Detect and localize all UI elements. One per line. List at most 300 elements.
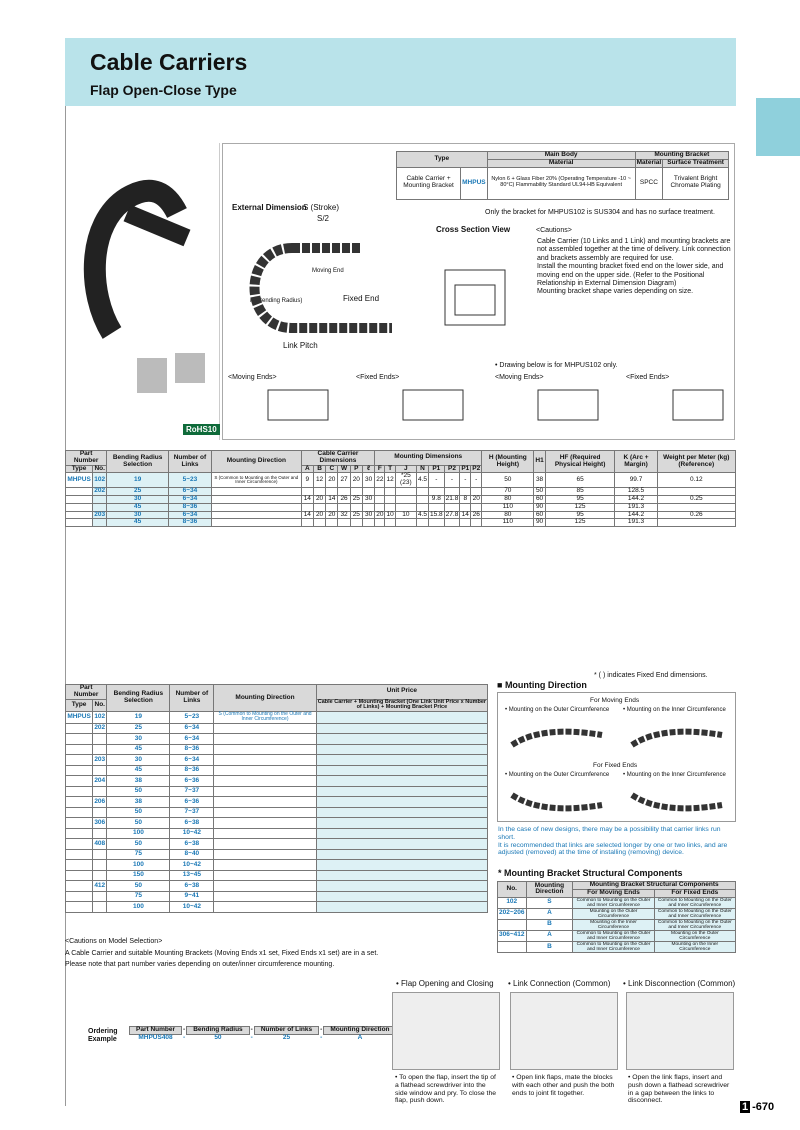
th-bending-radius: Bending Radius Selection — [107, 685, 170, 712]
model-caution-1: A Cable Carrier and suitable Mounting Brackets (Moving Ends x1 set, Fixed Ends x1 set) are in a set. — [65, 950, 379, 957]
th-no: No. — [94, 464, 105, 472]
howto-title-2: • Link Connection (Common) — [508, 979, 611, 988]
table-cell — [214, 765, 316, 776]
table-cell — [338, 519, 350, 527]
table-cell: 10~42 — [170, 860, 214, 871]
table-cell: 38 — [107, 797, 170, 808]
type-desc: Cable Carrier + Mounting Bracket — [397, 167, 461, 199]
ord-h-part: Part Number — [130, 1027, 182, 1035]
th-p2: P2 — [444, 465, 460, 473]
table-cell — [214, 881, 316, 892]
table-cell — [362, 519, 374, 527]
link-pitch-label: Link Pitch — [283, 341, 318, 350]
table-cell: 50 — [107, 881, 170, 892]
table-cell: 412 — [93, 881, 107, 892]
table-cell: 206 — [93, 797, 107, 808]
cross-section-label: Cross Section View — [436, 225, 511, 234]
ord-v-links: 25 — [282, 1033, 291, 1041]
th-surface: Surface Treatment — [663, 159, 729, 167]
th-fixed: For Fixed Ends — [654, 889, 735, 897]
table-cell — [313, 503, 325, 511]
table-cell — [313, 519, 325, 527]
table-cell: 14 — [301, 511, 313, 519]
table-row — [66, 519, 736, 527]
table-cell — [429, 503, 445, 511]
table-cell — [316, 860, 487, 871]
table-cell: 5~23 — [170, 712, 214, 724]
table-cell — [214, 734, 316, 745]
table-cell: 70 — [482, 488, 534, 496]
th-p1: P1 — [429, 465, 445, 473]
table-cell: 6~34 — [170, 734, 214, 745]
table-cell — [498, 941, 527, 952]
table-cell: 99.7 — [615, 473, 657, 488]
howto-title-1: • Flap Opening and Closing — [396, 979, 494, 988]
th-dir: Mounting Direction — [526, 882, 573, 898]
table-cell — [66, 860, 93, 871]
table-cell: 306~412 — [498, 930, 527, 941]
table-cell — [214, 891, 316, 902]
bending-radius-label: R (Bending Radius) — [250, 298, 303, 304]
side-tab — [756, 98, 800, 156]
table-cell — [93, 849, 107, 860]
table-cell — [375, 519, 385, 527]
table-cell: 8 — [460, 495, 471, 503]
rohs-badge: RoHS10 — [183, 424, 220, 435]
table-cell — [211, 511, 301, 519]
th-p2b: P2 — [472, 464, 481, 472]
table-cell: 10~42 — [170, 828, 214, 839]
structural-title: * Mounting Bracket Structural Components — [498, 868, 683, 878]
table-cell — [93, 891, 107, 902]
table-cell — [214, 828, 316, 839]
half-stroke-label: S/2 — [317, 214, 330, 223]
mounting-notes — [498, 826, 736, 857]
table-cell: 25 — [350, 495, 362, 503]
th-links: Number of Links — [170, 685, 214, 712]
table-cell: B — [526, 919, 573, 930]
table-cell: Mounting on the Inner Circumference — [654, 941, 735, 952]
th-f: F — [375, 465, 385, 473]
table-cell: 191.3 — [615, 519, 657, 527]
ord-h-links: Number of Links — [254, 1027, 318, 1035]
table-row — [66, 839, 488, 850]
table-cell: 30 — [107, 495, 169, 503]
table-cell — [316, 744, 487, 755]
table-cell — [362, 503, 374, 511]
th-price-sub: Cable Carrier + Mounting Bracket (One Link Unit Price x Number of Links) + Mounting Bracket Price — [317, 698, 487, 711]
table-cell: 20 — [376, 510, 384, 518]
table-cell — [316, 891, 487, 902]
table-cell: 50 — [534, 488, 545, 496]
type-table — [396, 151, 729, 200]
table-cell — [66, 807, 93, 818]
table-cell: 20 — [326, 473, 338, 488]
th-n: N — [416, 465, 428, 473]
table-cell: 100 — [107, 860, 170, 871]
table-cell: 30 — [107, 734, 170, 745]
table-cell: - — [471, 473, 482, 488]
th-j: J — [395, 465, 416, 473]
model-cautions-title: <Cautions on Model Selection> — [65, 938, 163, 945]
table-cell: Mounting on the Outer Circumference — [654, 930, 735, 941]
table-cell — [66, 891, 93, 902]
th-t: T — [385, 465, 395, 473]
table-cell: Common to Mounting on the Outer and Inner Circumference — [573, 941, 654, 952]
table-cell: 203 — [94, 510, 106, 518]
cautions-list — [537, 238, 732, 297]
for-moving-ends: For Moving Ends — [590, 697, 640, 704]
table-cell — [375, 488, 385, 496]
table-cell — [66, 849, 93, 860]
table-cell: 50 — [107, 818, 170, 829]
table-cell: Common to Mounting on the Outer and Inner Circumference — [654, 908, 735, 919]
inner-label: • Mounting on the Inner Circumference — [623, 707, 726, 713]
table-cell: 80 — [482, 511, 534, 519]
table-cell — [66, 755, 93, 766]
table-cell: 50 — [482, 473, 534, 488]
table-cell — [66, 495, 93, 503]
table-cell: 125 — [545, 503, 615, 511]
table-cell: 95 — [545, 511, 615, 519]
cautions-title: <Cautions> — [536, 227, 572, 234]
surface-treatment: Trivalent Bright Chromate Plating — [663, 167, 729, 199]
th-p1b: P1 — [461, 464, 470, 472]
table-cell — [211, 503, 301, 511]
table-cell — [416, 519, 428, 527]
table-cell: 100 — [107, 902, 170, 913]
table-cell — [316, 881, 487, 892]
table-cell: 8~36 — [170, 744, 214, 755]
table-cell: 45 — [107, 744, 170, 755]
th-direction: Mounting Direction — [214, 685, 316, 712]
table-cell — [316, 755, 487, 766]
mounting-note-1: In the case of new designs, there may be a possibility that carrier links run short. — [498, 826, 721, 841]
table-row — [66, 902, 488, 913]
table-cell — [93, 495, 107, 503]
table-cell — [214, 839, 316, 850]
table-cell — [316, 765, 487, 776]
table-cell — [66, 776, 93, 787]
table-row — [66, 870, 488, 881]
table-cell: 50 — [107, 786, 170, 797]
table-cell: 0.25 — [657, 495, 735, 503]
table-cell: 8~40 — [170, 849, 214, 860]
table-cell — [214, 818, 316, 829]
table-cell: S (Common to Mounting on the Outer and Inner Circumference) — [211, 473, 301, 488]
table-cell — [214, 870, 316, 881]
table-cell: 50 — [107, 839, 170, 850]
table-cell — [316, 786, 487, 797]
th-type: Type — [66, 465, 93, 473]
table-cell: 75 — [107, 849, 170, 860]
table-cell: MHPUS — [66, 473, 93, 488]
table-cell — [66, 511, 93, 519]
table-cell — [316, 807, 487, 818]
th-main-body: Main Body — [487, 152, 635, 160]
table-cell — [316, 797, 487, 808]
table-row — [66, 712, 488, 724]
page-num-sub: -670 — [752, 1101, 775, 1113]
page-num-box: 1 — [742, 1101, 749, 1113]
table-cell: 102 — [498, 897, 527, 908]
table-cell: 8~36 — [168, 503, 211, 511]
table-cell — [316, 902, 487, 913]
table-cell: S — [526, 897, 573, 908]
table-cell — [214, 744, 316, 755]
th-h: H (Mounting Height) — [482, 451, 534, 473]
table-cell: 38 — [107, 776, 170, 787]
table-cell — [316, 839, 487, 850]
table-cell: 30 — [362, 473, 374, 488]
th-k: K (Arc + Margin) — [615, 451, 657, 473]
ordering-table: Part Number - Bending Radius - Number of Links - Mounting Direction MHPUS408 - 50 - 25 - A — [129, 1026, 397, 1042]
table-cell: 14 — [301, 495, 313, 503]
table-cell: Common to Mounting on the Outer and Inner Circumference — [654, 897, 735, 908]
table-cell: 203 — [93, 755, 107, 766]
th-unit-price: Unit Price — [316, 685, 487, 700]
table-row — [66, 860, 488, 871]
ord-h-radius: Bending Radius — [187, 1027, 249, 1035]
table-cell: 20 — [350, 473, 362, 488]
table-cell: 6~34 — [170, 755, 214, 766]
page-number — [740, 1101, 776, 1113]
table-cell — [316, 712, 487, 724]
table-row — [66, 891, 488, 902]
th-no: No. — [93, 699, 107, 712]
table-cell: 50 — [107, 807, 170, 818]
table-cell — [471, 519, 482, 527]
table-cell: 19 — [107, 473, 169, 488]
table-cell: 30 — [107, 511, 169, 519]
table-cell — [93, 786, 107, 797]
table-row — [66, 776, 488, 787]
table-cell: 30 — [107, 755, 170, 766]
drawing-note: • Drawing below is for MHPUS102 only. — [495, 362, 618, 369]
table-row — [66, 765, 488, 776]
table-cell — [93, 870, 107, 881]
table-cell: 110 — [482, 503, 534, 511]
table-cell — [66, 828, 93, 839]
table-cell — [416, 495, 428, 503]
caution-item: Install the mounting bracket fixed end on the lower side, and moving end on the upper side. (Refer to the Positional Relationship in External Dimension Diagram) — [537, 263, 724, 287]
table-cell — [316, 818, 487, 829]
table-cell: S (Common to Mounting on the Outer and Inner Circumference) — [214, 712, 316, 724]
ordering-label: Ordering Example — [88, 1028, 118, 1043]
ord-v-dir: A — [357, 1033, 363, 1041]
table-row — [66, 723, 488, 734]
table-cell — [316, 849, 487, 860]
table-cell — [385, 503, 395, 511]
table-cell: 6~38 — [170, 839, 214, 850]
table-cell: Common to Mounting on the Outer and Inner Circumference — [573, 930, 654, 941]
table-cell — [301, 503, 313, 511]
table-cell — [375, 495, 385, 503]
th-mounting-bracket: Mounting Bracket — [635, 152, 728, 160]
mounting-direction-text: Mounting Direction — [504, 680, 587, 690]
table-cell — [66, 723, 93, 734]
table-cell: A — [526, 930, 573, 941]
table-cell — [338, 503, 350, 511]
table-cell: 10~42 — [170, 902, 214, 913]
table-row — [66, 828, 488, 839]
table-cell — [350, 519, 362, 527]
table-cell: 9.8 — [429, 495, 445, 503]
th-l: ℓ — [362, 465, 374, 473]
table-cell — [66, 734, 93, 745]
table-cell: 10 — [395, 511, 416, 519]
table-row — [66, 818, 488, 829]
table-cell — [214, 902, 316, 913]
table-cell — [444, 503, 460, 511]
th-carrier-dims: Cable Carrier Dimensions — [301, 451, 375, 466]
table-cell: 14 — [461, 510, 469, 518]
mounting-note-2: It is recommended that links are selected longer by one or two links, and are adjusted (removed) at the time of installing (removing) device. — [498, 841, 728, 857]
table-cell — [211, 495, 301, 503]
table-row — [66, 473, 736, 488]
th-material: Material — [487, 159, 635, 167]
table-cell — [301, 519, 313, 527]
table-cell — [385, 495, 395, 503]
th-part-number: Part Number — [66, 451, 107, 466]
table-cell: 25 — [107, 723, 170, 734]
fixed-ends-label: <Fixed Ends> — [356, 374, 400, 381]
outer-label: • Mounting on the Outer Circumference — [505, 707, 610, 713]
table-cell: - — [429, 473, 445, 488]
table-cell: 25 — [350, 511, 362, 519]
table-cell — [93, 734, 107, 745]
table-cell — [66, 519, 93, 527]
table-cell: 4.5 — [416, 473, 428, 488]
table-cell: 5~23 — [168, 473, 211, 488]
table-row — [498, 919, 736, 930]
table-cell: 26 — [472, 510, 480, 518]
stroke-label: S (Stroke) — [303, 203, 340, 212]
table-row — [66, 797, 488, 808]
table-cell: 32 — [338, 511, 350, 519]
table-cell — [350, 503, 362, 511]
disconnection-photo — [626, 992, 734, 1070]
flap-photo — [392, 992, 500, 1070]
table-cell: 15.8 — [430, 510, 443, 518]
table-cell: 45 — [107, 519, 169, 527]
th-moving: For Moving Ends — [573, 889, 654, 897]
table-cell — [316, 776, 487, 787]
table-cell — [498, 919, 527, 930]
table-cell — [66, 765, 93, 776]
table-cell — [66, 881, 93, 892]
table-cell: 10 — [386, 510, 394, 518]
table-cell — [214, 723, 316, 734]
ord-h-dir: Mounting Direction — [324, 1027, 396, 1035]
fixed-ends-label-2: <Fixed Ends> — [626, 374, 670, 381]
table-cell: 27.8 — [445, 510, 459, 518]
type-code: MHPUS — [461, 167, 487, 199]
table-cell — [66, 902, 93, 913]
caution-item: Cable Carrier (10 Links and 1 Link) and mounting brackets are not assembled together at the time of delivery. Link connection and brackets assembly are required for use. — [537, 238, 731, 262]
table-cell: 60 — [534, 511, 545, 519]
table-cell: 204 — [93, 776, 107, 787]
table-cell: 6~38 — [170, 881, 214, 892]
table-row — [498, 897, 736, 908]
table-cell: B — [526, 941, 573, 952]
th-w: W — [338, 465, 350, 473]
table-cell — [395, 488, 416, 496]
table-cell — [211, 519, 301, 527]
table-cell — [316, 828, 487, 839]
inner-label-2: • Mounting on the Inner Circumference — [623, 772, 726, 778]
table-cell: A — [526, 908, 573, 919]
connection-photo — [510, 992, 618, 1070]
cross-section-drawing — [430, 240, 520, 340]
table-cell: 4.5 — [417, 510, 427, 518]
table-cell — [416, 488, 428, 496]
table-cell: 30 — [362, 495, 374, 503]
table-cell — [316, 734, 487, 745]
table-row — [498, 941, 736, 952]
table-cell: 0.26 — [657, 511, 735, 519]
table-cell — [657, 519, 735, 527]
table-cell — [214, 807, 316, 818]
table-cell — [385, 519, 395, 527]
table-cell: 9~41 — [170, 891, 214, 902]
table-cell: 95 — [545, 495, 615, 503]
table-cell: Mounting on the Outer Circumference — [573, 908, 654, 919]
table-cell: 6~34 — [168, 511, 211, 519]
table-cell — [66, 870, 93, 881]
th-mounting-direction: Mounting Direction — [211, 451, 301, 473]
table-cell: 6~36 — [170, 776, 214, 787]
table-cell: 102 — [93, 473, 107, 488]
table-cell: 6~38 — [170, 818, 214, 829]
table-cell: 128.5 — [615, 488, 657, 496]
table-cell — [385, 488, 395, 496]
product-photo — [67, 143, 220, 440]
table-cell — [444, 519, 460, 527]
table-row — [498, 930, 736, 941]
table-cell — [66, 797, 93, 808]
table-cell: MHPUS — [66, 712, 93, 724]
table-cell — [460, 503, 471, 511]
table-cell: 60 — [534, 495, 545, 503]
table-cell: 45 — [107, 503, 169, 511]
table-cell — [395, 495, 416, 503]
th-c: C — [326, 465, 338, 473]
table-cell — [93, 902, 107, 913]
howto-desc-1: • To open the flap, insert the tip of a flathead screwdriver into the side window and pry. To close the flap, push down. — [395, 1074, 497, 1105]
table-cell — [316, 723, 487, 734]
table-cell — [66, 503, 93, 511]
caution-item: Mounting bracket shape varies depending on size. — [537, 288, 694, 296]
th-part-number: Part Number — [66, 685, 107, 700]
model-caution-2: Please note that part number varies depending on outer/inner circumference mounting. — [65, 961, 335, 968]
th-b: B — [313, 465, 325, 473]
table-cell — [416, 503, 428, 511]
table-cell: 202 — [94, 487, 106, 495]
table-cell — [214, 797, 316, 808]
table-cell: Common to Mounting on the Outer and Inner Circumference — [573, 897, 654, 908]
table-row — [66, 734, 488, 745]
table-cell: Mounting on the Inner Circumference — [573, 919, 654, 930]
th-mounting-dims: Mounting Dimensions — [375, 451, 482, 466]
table-cell: 202 — [93, 723, 107, 734]
table-cell: Common to Mounting on the Outer and Inner Circumference — [654, 919, 735, 930]
table-cell: 202~206 — [498, 908, 527, 919]
table-row — [66, 786, 488, 797]
table-row — [66, 881, 488, 892]
table-cell — [395, 503, 416, 511]
th-h1: H1 — [534, 451, 545, 473]
